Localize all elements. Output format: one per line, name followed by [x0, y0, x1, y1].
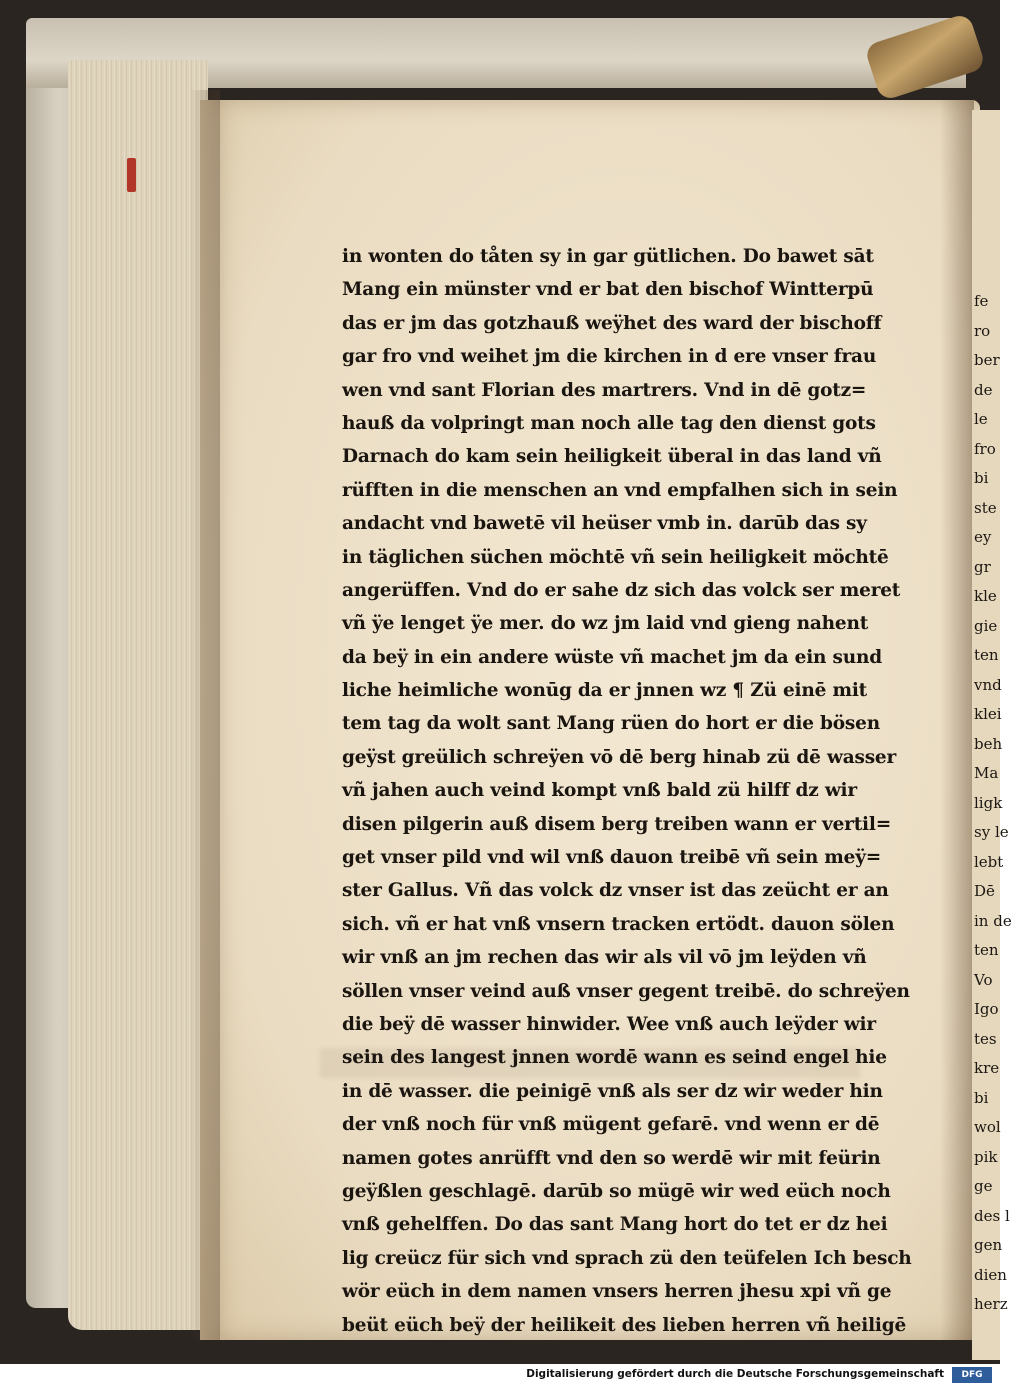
text-line: lig creücz für sich vnd sprach zü den teüfelen Ich besch — [342, 1247, 912, 1269]
right-page-fragment: ligk — [974, 793, 1003, 812]
right-page-fragment: gr — [974, 557, 991, 576]
text-line: wir vnß an jm rechen das wir als vil vō jm leÿden vñ — [342, 947, 867, 969]
text-line: wen vnd sant Florian des martrers. Vnd in dē gotz= — [342, 379, 867, 401]
right-page-fragment: vnd — [974, 675, 1002, 694]
right-page-fragment: ey — [974, 528, 992, 546]
text-line: die beÿ dē wasser hinwider. Wee vnß auch leÿder wir — [342, 1013, 876, 1035]
text-line: der vnß noch für vnß mügent gefarē. vnd wenn er dē — [342, 1114, 880, 1136]
right-page-fragment: pik — [974, 1147, 998, 1166]
right-page-fragment: Ma — [974, 764, 999, 782]
right-page-fragment: de — [974, 380, 993, 399]
text-line: geÿst greülich schreÿen vō dē berg hinab zü dē wasser — [342, 746, 897, 768]
right-page-fragment: ten — [974, 941, 999, 959]
text-line: namen gotes anrüfft vnd den so werdē wir mit feürin — [342, 1147, 881, 1169]
text-line: vñ jahen auch veind kompt vnß bald zü hilff dz wir — [342, 780, 857, 802]
page-edges — [68, 60, 208, 1330]
text-line: in dē wasser. die peinigē vnß als ser dz wir weder hin — [342, 1080, 883, 1102]
right-page-fragment: Vo — [974, 970, 993, 989]
text-block — [342, 240, 912, 1342]
red-bookmark — [127, 158, 136, 192]
right-page-fragment: tes — [974, 1029, 997, 1048]
text-line: angerüffen. Vnd do er sahe dz sich das volck ser meret — [342, 579, 901, 601]
text-line: beüt eüch beÿ der heilikeit des lieben herren vñ heiligē — [342, 1314, 907, 1336]
right-page-fragment: fe — [974, 292, 989, 310]
right-page-fragment: gen — [974, 1236, 1003, 1254]
text-line: in täglichen süchen möchtē vñ sein heiligkeit möchtē — [342, 546, 889, 568]
text-line: ster Gallus. Vñ das volck dz vnser ist das zeücht er an — [342, 880, 889, 902]
text-line: gar fro vnd weihet jm die kirchen in d ere vnser frau — [342, 346, 877, 368]
text-line: get vnser pild vnd wil vnß dauon treibē vñ sein meÿ= — [342, 847, 882, 869]
text-line: das er jm das gotzhauß weÿhet des ward der bischoff — [342, 312, 882, 334]
right-page-fragment: Igo — [974, 1000, 999, 1018]
right-page-fragment: ge — [974, 1177, 993, 1195]
right-page-fragment: ro — [974, 321, 991, 340]
text-line: vñ ÿe lenget ÿe mer. do wz jm laid vnd gieng nahent — [342, 613, 869, 635]
text-line: Darnach do kam sein heiligkeit überal in das land vñ — [342, 446, 882, 468]
right-page-fragment: wol — [974, 1118, 1001, 1136]
right-page-fragment: bi — [974, 469, 989, 487]
right-page-fragment: bi — [974, 1088, 989, 1107]
dfg-logo: DFG — [952, 1367, 992, 1383]
right-page-fragment: des l — [974, 1206, 1010, 1225]
right-page-fragment: beh — [974, 734, 1003, 753]
right-page-fragment: ten — [974, 646, 999, 664]
text-line: liche heimliche wonūg da er jnnen wz ¶ Zü einē mit — [342, 680, 867, 702]
text-line: geÿßlen geschlagē. darūb so mügē wir wed eüch noch — [342, 1180, 891, 1202]
credit-text: Digitalisierung gefördert durch die Deutsche Forschungsgemeinschaft — [526, 1368, 944, 1380]
right-page-fragment: klei — [974, 705, 1002, 723]
text-line: in wonten do tåten sy in gar gütlichen. Do bawet sāt — [342, 246, 874, 267]
right-page-fragment: Dē — [974, 882, 995, 900]
text-line: vnß gehelffen. Do das sant Mang hort do tet er dz hei — [342, 1214, 888, 1236]
text-line: disen pilgerin auß disem berg treiben wann er vertil= — [342, 813, 891, 835]
text-line: sich. vñ er hat vnß vnsern tracken ertödt. dauon sölen — [342, 913, 895, 935]
text-line: rüfften in die menschen an vnd empfalhen sich in sein — [342, 479, 898, 501]
page-edge-shadow — [190, 90, 220, 1340]
right-page-fragment: ber — [974, 351, 1000, 369]
right-page-fragment: kle — [974, 587, 997, 605]
text-line: da beÿ in ein andere wüste vñ machet jm da ein sund — [342, 646, 883, 668]
right-page-fragment: ste — [974, 498, 997, 517]
right-page-fragment: fro — [974, 439, 996, 458]
text-line: sein des langest jnnen wordē wann es seind engel hie — [342, 1047, 887, 1069]
text-line: hauß da volpringt man noch alle tag den dienst gots — [342, 412, 876, 434]
text-line: Mang ein münster vnd er bat den bischof Wintterpū — [342, 279, 874, 301]
right-page-fragment: kre — [974, 1059, 1000, 1077]
gutter-shadow — [940, 100, 974, 1340]
right-page-fragment: sy le — [974, 823, 1009, 841]
text-line: söllen vnser veind auß vnser gegent treibē. do schreÿen — [342, 980, 910, 1002]
right-page-fragment: in de — [974, 911, 1012, 930]
right-page-fragment: herz — [974, 1295, 1008, 1313]
right-page-fragment: gie — [974, 616, 998, 635]
right-page-fragment: dien — [974, 1265, 1007, 1284]
text-line: tem tag da wolt sant Mang rüen do hort er die bösen — [342, 713, 880, 735]
right-page-fragment: le — [974, 410, 988, 428]
text-line: wör eüch in dem namen vnsers herren jhesu xpi vñ ge — [342, 1281, 892, 1303]
text-line: andacht vnd bawetē vil heüser vmb in. darūb das sy — [342, 513, 867, 535]
right-page-fragment: lebt — [974, 852, 1004, 871]
